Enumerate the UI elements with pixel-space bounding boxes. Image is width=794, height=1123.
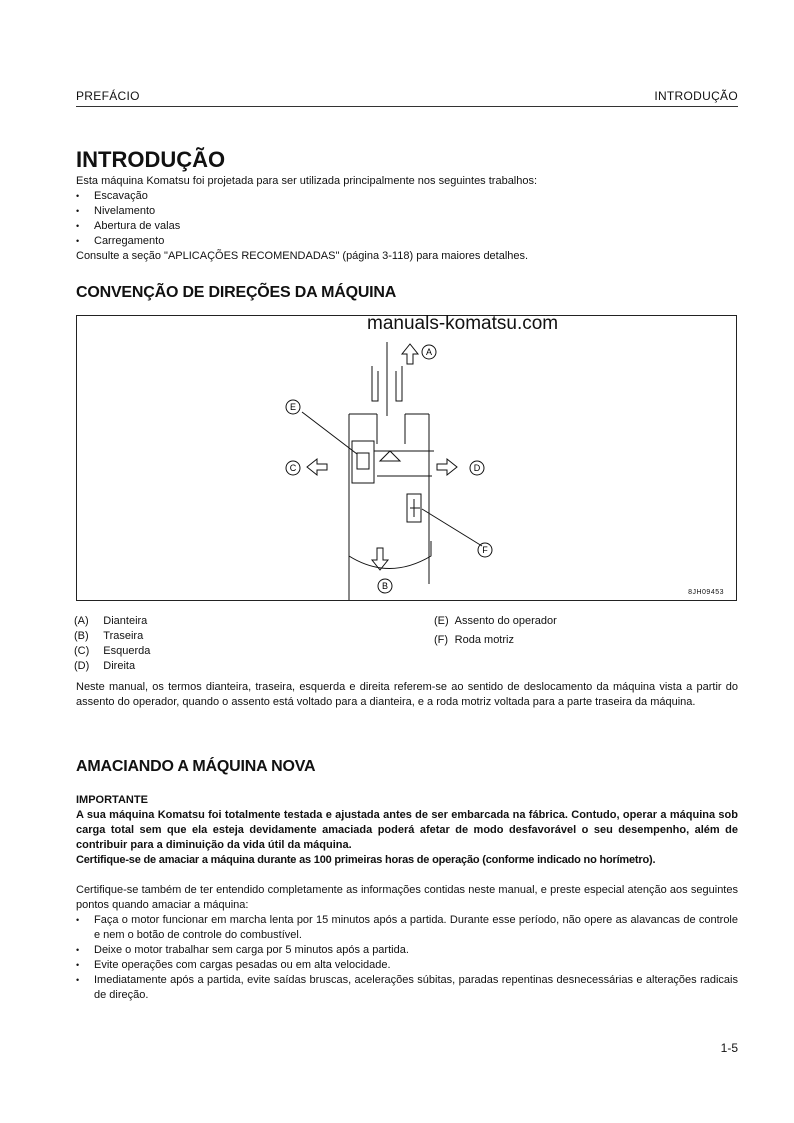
intro-note: Consulte a seção "APLICAÇÕES RECOMENDADAS" (página 3-118) para maiores detalhes.: [76, 250, 529, 262]
breakin-paragraph: Certifique-se também de ter entendido completamente as informações contidas neste manual, e preste especial atenção aos seguintes pontos quando amaciar a máquina:: [76, 884, 738, 911]
legend-key: (A): [74, 615, 89, 627]
list-item: • Abertura de valas: [76, 219, 738, 234]
breakin-section: [76, 793, 738, 1003]
callout-b: B: [381, 581, 389, 591]
header-right: INTRODUÇÃO: [654, 89, 738, 103]
legend-label: Traseira: [103, 630, 144, 642]
figure-code: 8JH09453: [688, 589, 724, 596]
directions-paragraph: Neste manual, os termos dianteira, traseira, esquerda e direita referem-se ao sentido de deslocamento da máquina vista a partir do assento do operador, quando o assento está voltado para a dianteira, e a roda motriz voltada para a parte traseira da máquina.: [76, 681, 738, 708]
direction-figure: [76, 315, 737, 601]
legend-key: (F): [434, 634, 449, 646]
watermark: manuals-komatsu.com: [367, 313, 559, 334]
breakin-title: AMACIANDO A MÁQUINA NOVA: [76, 758, 316, 775]
intro-lead: Esta máquina Komatsu foi projetada para ser utilizada principalmente nos seguintes trabalhos:: [76, 175, 538, 187]
intro-title: INTRODUÇÃO: [76, 147, 226, 172]
callout-a: A: [425, 347, 433, 357]
callout-c: C: [289, 463, 297, 473]
page-number: 1-5: [720, 1041, 738, 1055]
list-item: • Evite operações com cargas pesadas ou em alta velocidade.: [76, 958, 738, 973]
legend-key: (B): [74, 630, 89, 642]
list-item: • Carregamento: [76, 234, 738, 249]
legend-label: Esquerda: [103, 645, 151, 657]
legend-label: Dianteira: [103, 615, 148, 627]
list-item: • Imediatamente após a partida, evite saídas bruscas, acelerações súbitas, paradas repentinas desnecessárias e alterações radicais de direção.: [76, 973, 738, 1003]
header-left: PREFÁCIO: [76, 89, 140, 103]
legend-key: (D): [74, 660, 90, 672]
callout-e: E: [289, 402, 297, 412]
important-text-2: Certifique-se de amaciar a máquina durante as 100 primeiras horas de operação (conforme indicado no horímetro).: [76, 854, 656, 866]
breakin-list: [76, 913, 738, 1003]
header-divider: [76, 106, 738, 107]
list-item: • Faça o motor funcionar em marcha lenta por 15 minutos após a partida. Durante esse período, não opere as alavancas de controle e nem o botão de controle do combustível.: [76, 913, 738, 943]
important-text: A sua máquina Komatsu foi totalmente testada e ajustada antes de ser embarcada na fábrica. Contudo, operar a máquina sob carga total sem que ela esteja devidamente amaciada poderá afetar de modo desfavorável o seu desempenho, além de contribuir para a diminuição da vida útil da máquina.: [76, 809, 738, 851]
callout-f: F: [482, 545, 488, 555]
legend-label: Direita: [103, 660, 136, 672]
legend-right: [434, 614, 571, 648]
list-item: • Escavação: [76, 189, 738, 204]
legend-label: Roda motriz: [454, 634, 514, 646]
important-label: IMPORTANTE: [76, 794, 148, 806]
legend-left: [74, 614, 164, 674]
directions-title: CONVENÇÃO DE DIREÇÕES DA MÁQUINA: [76, 284, 397, 301]
machine-top-view-diagram: [77, 316, 736, 600]
list-item: • Nivelamento: [76, 204, 738, 219]
legend-key: (C): [74, 645, 90, 657]
legend-key: (E): [434, 615, 449, 627]
intro-list: [76, 189, 738, 249]
callout-d: D: [473, 463, 481, 473]
intro-section: [76, 174, 738, 264]
legend-label: Assento do operador: [454, 615, 557, 627]
list-item: • Deixe o motor trabalhar sem carga por 5 minutos após a partida.: [76, 943, 738, 958]
